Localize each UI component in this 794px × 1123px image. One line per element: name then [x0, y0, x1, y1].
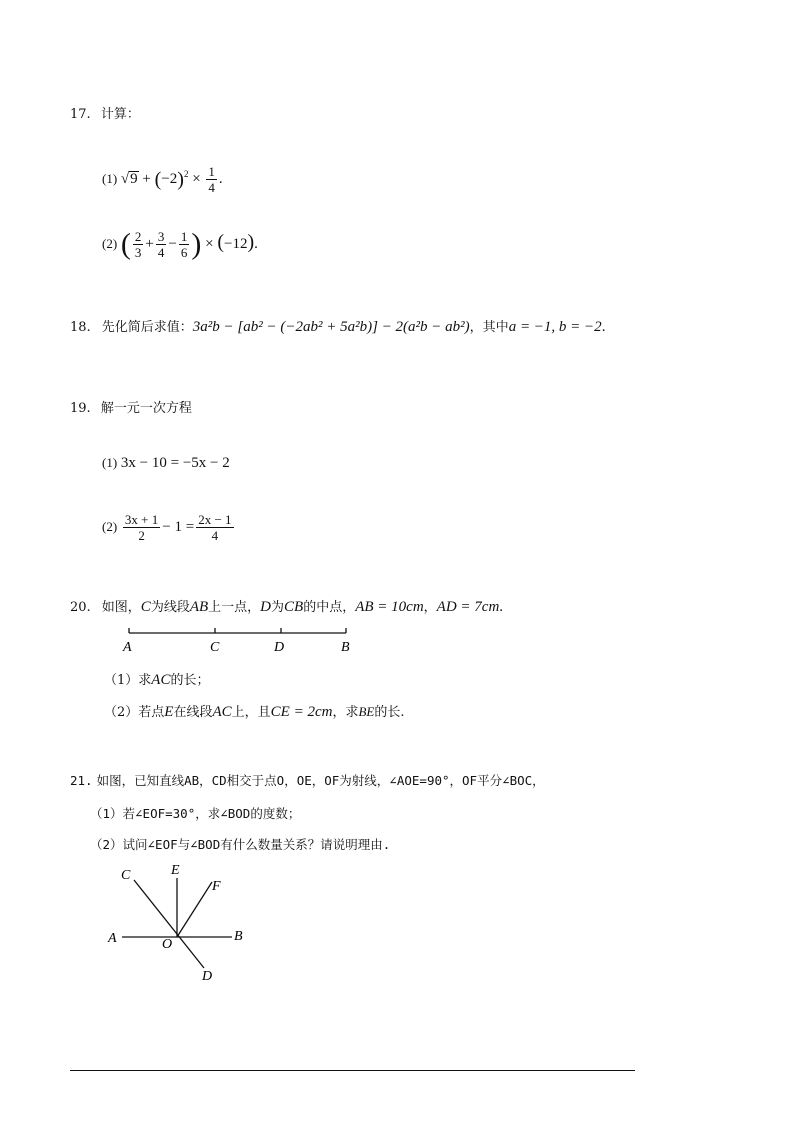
q20-text: 的中点， — [303, 600, 356, 615]
big-paren-close: ) — [191, 227, 202, 261]
period: . — [601, 319, 606, 335]
q21-sub1: （1）若∠EOF=30°，求∠BOD的度数； — [90, 806, 301, 821]
q19-number: 19. — [70, 401, 91, 416]
q21-number: 21. — [70, 773, 93, 788]
q21 — [70, 771, 545, 789]
q20-segment-figure — [115, 624, 365, 656]
fraction-denominator: 4 — [208, 180, 215, 195]
label-f: F — [212, 879, 221, 894]
q21-line1: 如图，已知直线AB，CD相交于点O，OE，OF为射线，∠AOE=90°，OF平分∠BOC， — [96, 773, 545, 788]
paren-open: ( — [154, 168, 162, 191]
fraction-2 — [156, 229, 167, 260]
fraction-denominator: 4 — [211, 528, 219, 543]
q18-number: 18. — [70, 320, 91, 335]
q20 — [70, 596, 503, 616]
var-ac: AC — [212, 704, 232, 720]
q20-given-ab: AB = 10cm — [355, 599, 424, 615]
q19-part2-label: (2) — [102, 518, 118, 534]
paren-close: ) — [177, 168, 184, 191]
q19-part1-equation: 3x − 10 = −5x − 2 — [120, 455, 230, 471]
fraction-right — [196, 512, 233, 543]
label-d: D — [274, 640, 285, 655]
paren-open: ( — [217, 230, 224, 253]
q18-condition: a = −1, b = −2 — [508, 319, 602, 335]
fraction-denominator: 6 — [180, 245, 188, 260]
var-d: D — [260, 599, 272, 615]
q17-heading — [70, 103, 140, 122]
fraction-denominator: 4 — [157, 245, 165, 260]
q19-part2 — [102, 512, 236, 543]
fraction-numerator: 1 — [208, 164, 215, 179]
paren-close: ) — [247, 230, 255, 253]
q20-given-ad: AD = 7cm — [436, 599, 500, 615]
q19-part1-label: (1) — [102, 455, 118, 470]
q17-part1-fraction — [206, 164, 217, 195]
q20-sub2-text: ，求 — [332, 705, 359, 720]
q19-part1 — [102, 455, 230, 472]
q20-sub1-text: 的长； — [170, 673, 210, 688]
times-sign: × — [192, 170, 201, 187]
separator: ， — [423, 600, 437, 615]
q20-sub2-condition: CE = 2cm — [270, 704, 333, 720]
q17-part1-label: (1) — [102, 170, 118, 186]
label-d: D — [202, 969, 213, 984]
minus-sign: − — [168, 235, 177, 252]
q19-heading — [70, 397, 192, 416]
q20-sub2-text: 的长. — [374, 705, 405, 720]
var-ac: AC — [151, 672, 171, 688]
big-paren-open: ( — [120, 227, 131, 261]
fraction-numerator: 3x + 1 — [124, 512, 159, 527]
line-cd — [134, 880, 204, 968]
q17-number: 17. — [70, 107, 91, 122]
q20-sub2-text: 在线段 — [173, 705, 213, 720]
times-sign: × — [205, 235, 214, 252]
fraction-numerator: 3 — [157, 229, 165, 244]
footer-rule — [70, 1070, 635, 1071]
q20-sub2 — [104, 701, 405, 721]
period: . — [218, 170, 223, 187]
q17-part2-factor: −12 — [224, 235, 248, 252]
q20-sub2-text: 上，且 — [231, 705, 271, 720]
q17-part2 — [102, 229, 258, 260]
label-b: B — [341, 640, 350, 655]
var-c: C — [140, 599, 151, 615]
q20-sub1 — [104, 669, 209, 689]
label-e: E — [171, 863, 180, 878]
period: . — [499, 599, 504, 615]
fraction-denominator: 3 — [134, 245, 142, 260]
fraction-denominator: 2 — [138, 528, 145, 543]
plus-sign: + — [142, 170, 151, 187]
q17-part1 — [102, 164, 223, 195]
label-a: A — [123, 640, 132, 655]
sqrt-symbol: √ — [120, 170, 130, 187]
fraction-numerator: 2 — [134, 229, 142, 244]
q20-sub1-label: （1） — [104, 673, 139, 688]
q18-expression: 3a²b − [ab² − (−2ab² + 5a²b)] − 2(a²b − ab²) — [192, 319, 470, 335]
plus-sign: + — [145, 235, 154, 252]
period: . — [254, 235, 258, 252]
q17-title: 计算： — [100, 107, 140, 122]
q17-part1-base: −2 — [161, 170, 178, 187]
q21-sub2: （2）试问∠EOF与∠BOD有什么数量关系？请说明理由. — [90, 837, 391, 852]
fraction-1 — [133, 229, 144, 260]
q20-sub2-label: （2） — [104, 705, 139, 720]
q18-cond-lead: ，其中 — [469, 320, 509, 335]
fraction-numerator: 2x − 1 — [198, 512, 232, 527]
label-a: A — [108, 931, 117, 946]
label-c: C — [121, 868, 131, 883]
q20-lead: 如图， — [101, 600, 141, 615]
ray-of — [177, 882, 212, 937]
fraction-numerator: 1 — [180, 229, 188, 244]
q20-text: 为线段 — [150, 600, 190, 615]
q20-text: 为 — [271, 600, 285, 615]
q17-part1-exponent: 2 — [183, 168, 189, 179]
label-b: B — [234, 929, 243, 944]
var-be: BE — [358, 704, 375, 719]
q21-angle-figure — [100, 860, 260, 985]
q17-part1-radicand: 9 — [130, 170, 138, 187]
q20-sub1-text: 求 — [138, 673, 152, 688]
var-cb: CB — [284, 599, 304, 615]
q19-part2-middle: − 1 = — [162, 518, 195, 535]
label-c: C — [210, 640, 220, 655]
q20-sub2-text: 若点 — [138, 705, 165, 720]
var-e: E — [164, 704, 174, 720]
q18-lead: 先化简后求值： — [101, 320, 193, 335]
q20-text: 上一点， — [208, 600, 261, 615]
q18 — [70, 316, 605, 336]
label-o: O — [162, 937, 173, 952]
q19-title: 解一元一次方程 — [100, 401, 192, 416]
fraction-left — [123, 512, 160, 543]
q20-number: 20. — [70, 600, 91, 615]
var-ab: AB — [189, 599, 209, 615]
q17-part2-label: (2) — [102, 235, 118, 251]
fraction-3 — [179, 229, 190, 260]
